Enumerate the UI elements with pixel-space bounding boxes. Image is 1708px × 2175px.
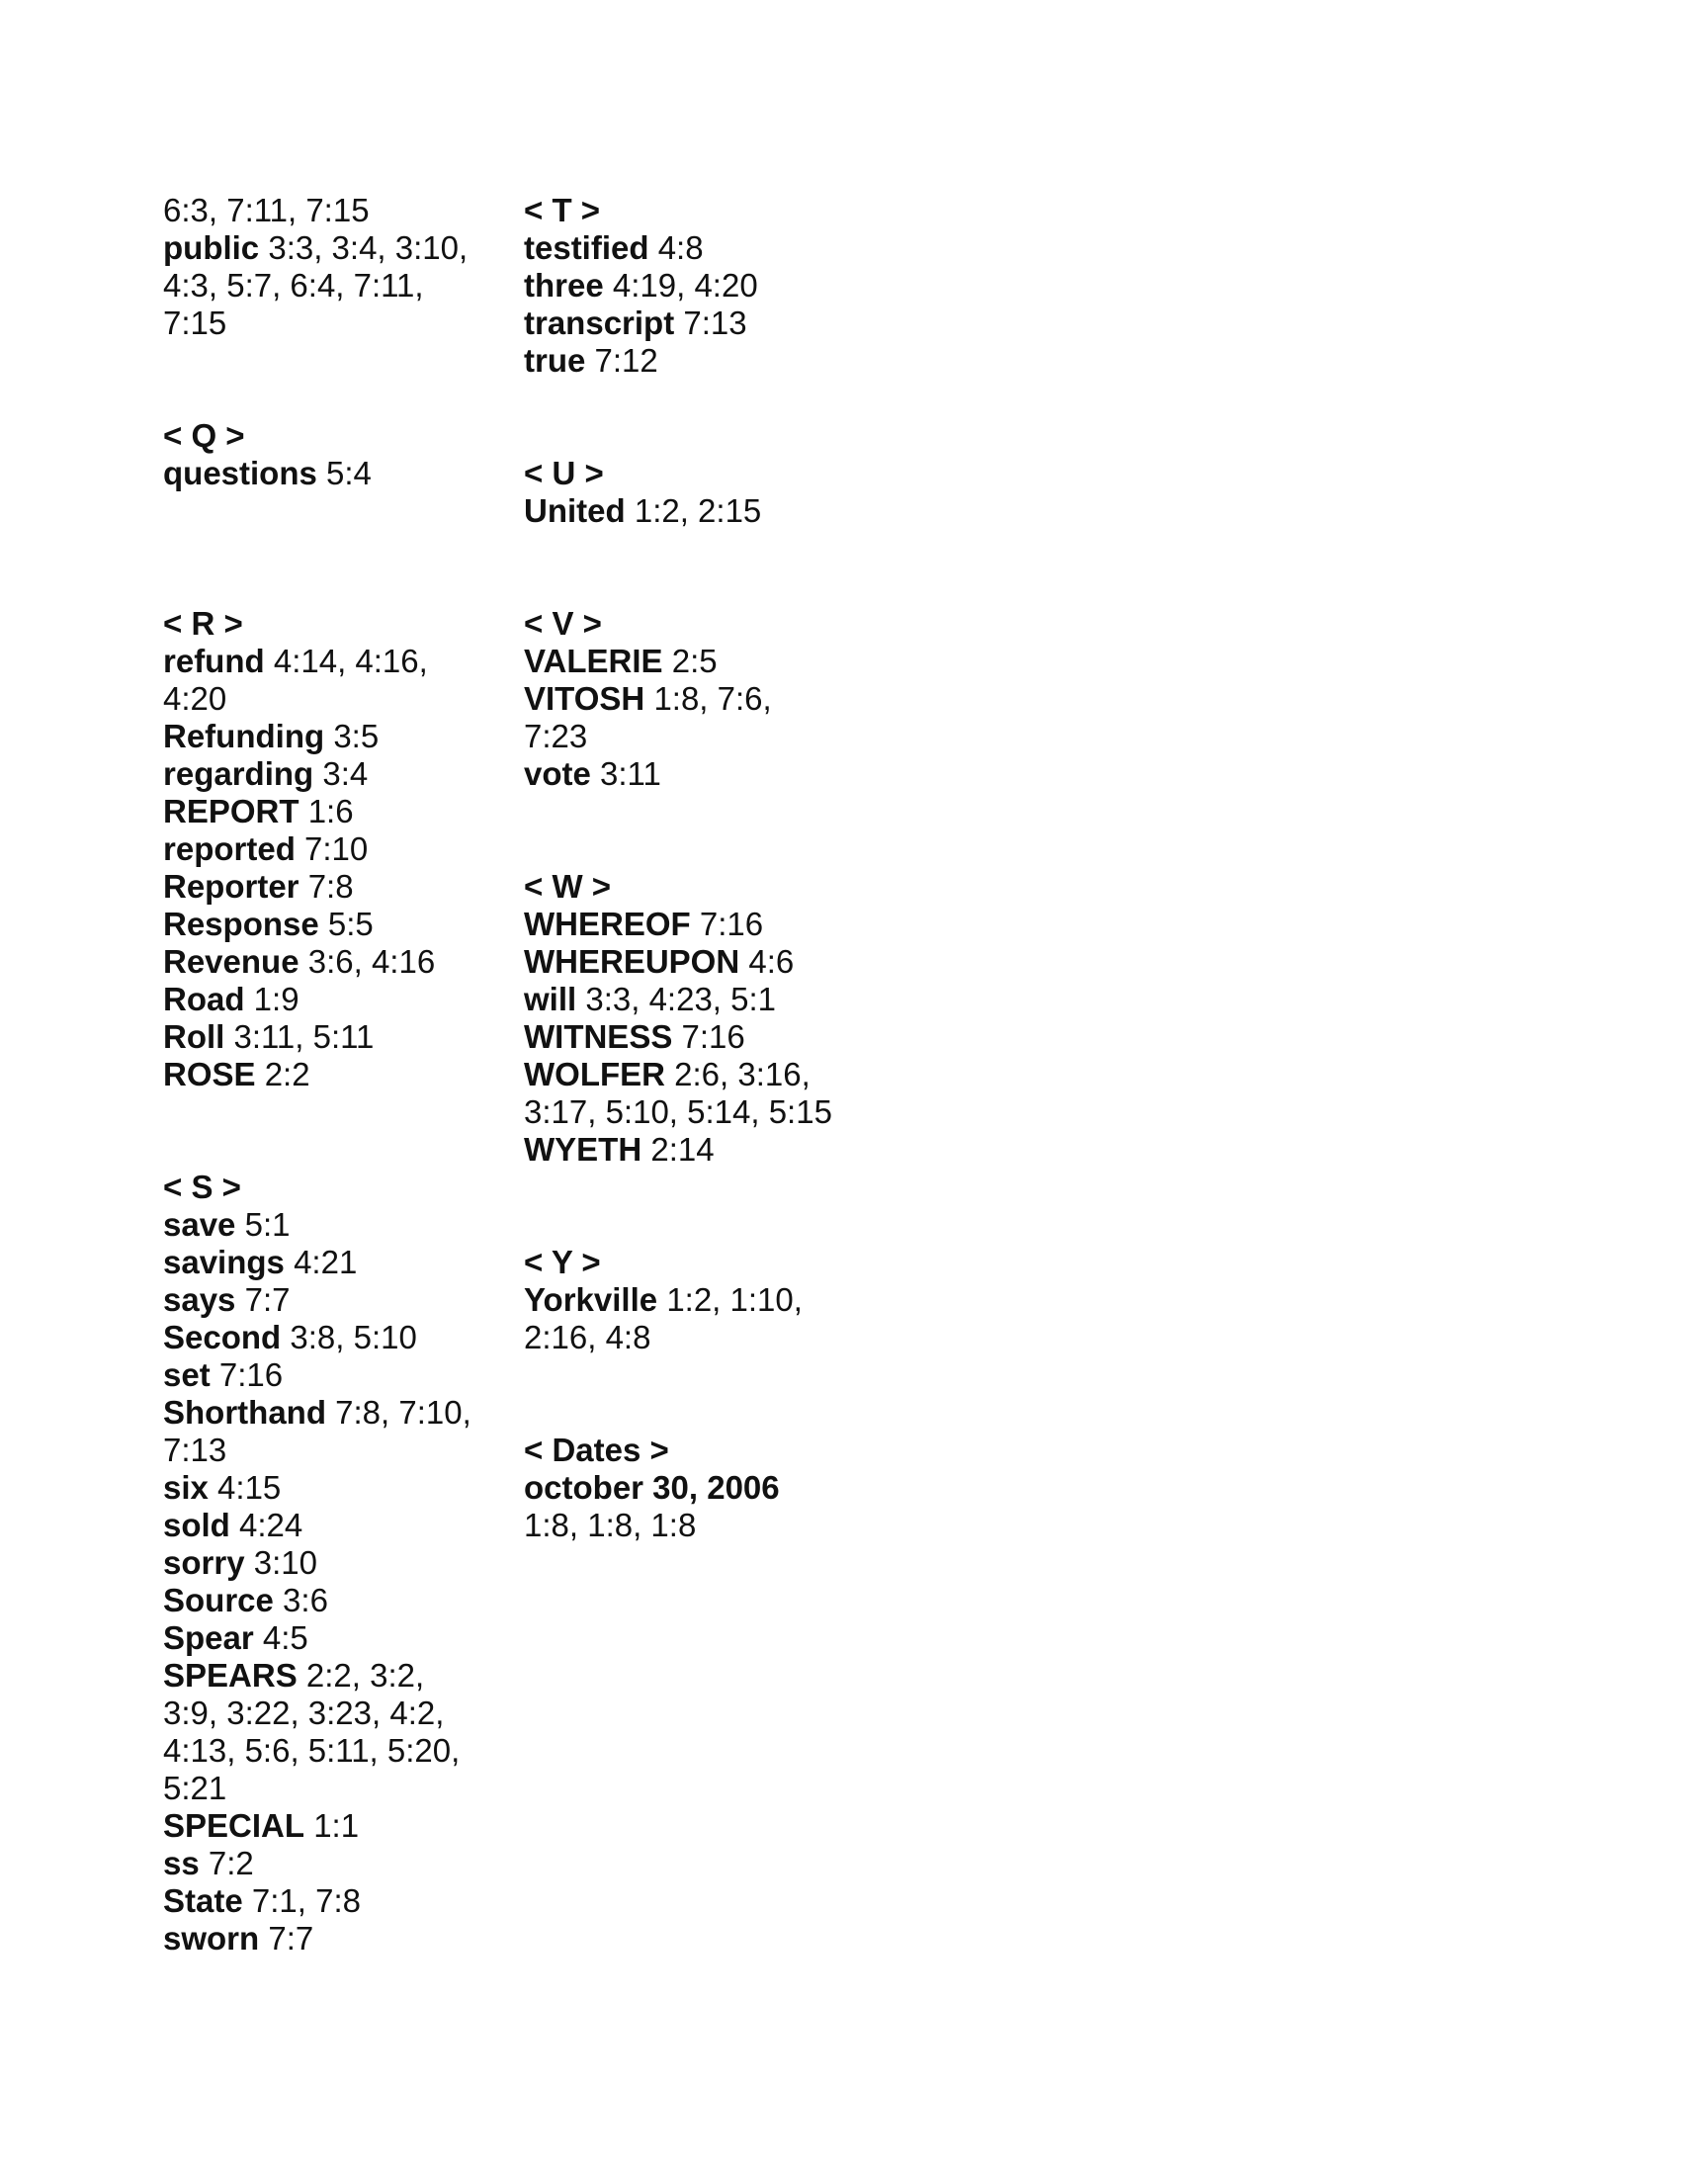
index-entry [524,1131,880,1169]
page-line-refs: 7:13 [163,1432,227,1468]
page-line-refs: 7:16 [699,906,764,942]
page-line-refs: 7:12 [594,342,658,379]
index-term: WHEREOF [524,906,691,942]
page-line-refs: 1:2, 1:10, [666,1281,803,1318]
page-line-refs: 4:8 [657,229,704,266]
index-term: WHEREUPON [524,943,740,980]
page-line-refs: 7:2 [208,1845,254,1881]
index-entry [163,718,499,755]
index-term: october 30, 2006 [524,1469,780,1506]
index-term: Yorkville [524,1281,658,1318]
spacer [163,380,499,417]
index-entry [163,981,499,1018]
index-term: set [163,1356,211,1393]
page-line-refs: 3:6 [283,1582,328,1618]
page-line-refs: 4:19, 4:20 [612,267,758,304]
letter-heading: < Dates > [524,1432,669,1468]
index-entry [163,1582,499,1619]
index-entry [163,1281,499,1319]
page-line-refs: 2:14 [650,1131,715,1168]
index-entry [163,1544,499,1582]
index-entry [163,643,499,680]
index-term: public [163,229,260,266]
index-term: Shorthand [163,1394,326,1431]
letter-heading: < Y > [524,1244,601,1280]
page-line-refs: 4:20 [163,680,227,717]
index-entry [163,1206,499,1244]
page-line-refs: 7:13 [683,304,747,341]
page-line-refs: 3:4 [322,755,369,792]
page-line-refs: 4:6 [748,943,795,980]
page-line-refs: 7:10 [304,830,369,867]
index-entry [524,643,880,680]
index-term: Spear [163,1619,254,1656]
spacer [524,793,880,830]
page-line-refs: 5:5 [327,906,374,942]
index-column-right [524,192,880,1544]
index-entry [524,1018,880,1056]
index-entry [524,755,880,793]
page-line-refs: 5:21 [163,1770,227,1806]
index-term: save [163,1206,236,1243]
index-term: REPORT [163,793,299,829]
index-term: six [163,1469,209,1506]
spacer [524,1356,880,1394]
spacer [163,567,499,605]
spacer [163,492,499,530]
page-line-refs: 6:3, 7:11, 7:15 [163,192,370,228]
spacer [524,417,880,455]
index-term: Revenue [163,943,299,980]
page-line-refs: 3:17, 5:10, 5:14, 5:15 [524,1093,832,1130]
page-line-refs: 1:6 [307,793,354,829]
page-line-refs: 7:8, 7:10, [335,1394,471,1431]
page-line-refs: 2:2 [264,1056,310,1092]
index-entry [163,1845,499,1882]
index-term: Source [163,1582,274,1618]
letter-heading: < Q > [163,417,245,454]
spacer [524,380,880,417]
page-line-refs: 3:11 [600,755,661,792]
page-line-refs: 7:15 [163,304,227,341]
index-term: ROSE [163,1056,256,1092]
index-term: savings [163,1244,285,1280]
index-entry [163,793,499,830]
index-entry [163,1056,499,1093]
page-line-refs: 2:16, 4:8 [524,1319,651,1355]
page-line-refs: 1:2, 2:15 [634,492,762,529]
letter-heading: < V > [524,605,602,642]
index-entry [163,229,499,267]
page-line-refs: 3:11, 5:11 [233,1018,375,1055]
index-term: questions [163,455,317,491]
spacer [524,530,880,567]
index-term: Reporter [163,868,299,905]
page-line-refs: 1:9 [253,981,299,1017]
index-term: will [524,981,577,1017]
page-line-refs: 4:24 [239,1507,303,1543]
index-term: true [524,342,586,379]
page-line-refs: 4:3, 5:7, 6:4, 7:11, [163,267,424,304]
page-line-refs: 3:6, 4:16 [307,943,436,980]
index-term: Roll [163,1018,225,1055]
index-entry [163,1018,499,1056]
spacer [524,1206,880,1244]
index-entry [163,455,499,492]
page-line-refs: 7:7 [244,1281,291,1318]
page-line-refs: 7:7 [268,1920,314,1957]
index-entry [163,1244,499,1281]
spacer [524,567,880,605]
index-term: WITNESS [524,1018,673,1055]
index-entry [163,830,499,868]
index-term: transcript [524,304,675,341]
page-line-refs: 5:1 [244,1206,291,1243]
index-entry [163,1882,499,1920]
spacer [524,1169,880,1206]
index-column-left [163,192,499,1958]
index-term: Road [163,981,245,1017]
spacer [163,1131,499,1169]
index-entry [163,1920,499,1958]
index-entry [163,1507,499,1544]
index-entry [524,906,880,943]
index-entry [163,943,499,981]
letter-heading: < S > [163,1169,241,1205]
index-term: sold [163,1507,230,1543]
spacer [524,830,880,868]
index-term: WOLFER [524,1056,665,1092]
page-line-refs: 3:3, 4:23, 5:1 [585,981,777,1017]
index-term: regarding [163,755,314,792]
index-term: SPEARS [163,1657,298,1694]
spacer [163,530,499,567]
index-entry [524,981,880,1018]
page-line-refs: 4:15 [217,1469,282,1506]
index-term: reported [163,830,296,867]
index-term: sworn [163,1920,260,1957]
index-entry [524,1281,880,1319]
page-line-refs: 3:10 [253,1544,317,1581]
index-entry [524,342,880,380]
page-line-refs: 3:9, 3:22, 3:23, 4:2, [163,1695,445,1731]
index-term: Refunding [163,718,325,754]
index-term: vote [524,755,591,792]
spacer [163,342,499,380]
index-entry [163,906,499,943]
spacer [524,1394,880,1432]
index-term: says [163,1281,236,1318]
page-line-refs: 4:13, 5:6, 5:11, 5:20, [163,1732,461,1769]
index-term: VITOSH [524,680,645,717]
index-term: ss [163,1845,200,1881]
index-term: WYETH [524,1131,642,1168]
index-entry [163,868,499,906]
index-entry [163,1657,499,1695]
page-line-refs: 2:2, 3:2, [305,1657,425,1694]
index-term: SPECIAL [163,1807,305,1844]
index-entry [163,1619,499,1657]
index-term: VALERIE [524,643,663,679]
index-entry [163,1319,499,1356]
page-line-refs: 4:5 [262,1619,308,1656]
page-line-refs: 5:4 [326,455,372,491]
index-entry [524,492,880,530]
index-entry [163,1807,499,1845]
page-line-refs: 3:3, 3:4, 3:10, [268,229,469,266]
page-line-refs: 1:1 [313,1807,360,1844]
index-entry [163,1356,499,1394]
page-line-refs: 7:16 [218,1356,284,1393]
index-entry [163,1469,499,1507]
letter-heading: < W > [524,868,612,905]
index-term: three [524,267,604,304]
index-term: United [524,492,626,529]
index-entry [524,1056,880,1093]
index-entry [163,755,499,793]
page-line-refs: 3:5 [333,718,380,754]
index-entry [524,229,880,267]
page-line-refs: 2:5 [671,643,718,679]
index-term: sorry [163,1544,245,1581]
index-term: refund [163,643,265,679]
index-entry [524,267,880,304]
page-line-refs: 1:8, 1:8, 1:8 [524,1507,697,1543]
index-entry [524,680,880,718]
page-line-refs: 1:8, 7:6, [653,680,772,717]
index-term: Response [163,906,319,942]
letter-heading: < T > [524,192,601,228]
spacer [163,1093,499,1131]
page-line-refs: 4:14, 4:16, [273,643,428,679]
index-entry [524,943,880,981]
index-term: testified [524,229,649,266]
index-term: State [163,1882,243,1919]
page-line-refs: 3:8, 5:10 [290,1319,417,1355]
page-line-refs: 7:1, 7:8 [251,1882,361,1919]
index-term: Second [163,1319,282,1355]
page-line-refs: 7:16 [681,1018,745,1055]
page-line-refs: 7:8 [307,868,354,905]
letter-heading: < U > [524,455,604,491]
letter-heading: < R > [163,605,243,642]
page-line-refs: 7:23 [524,718,588,754]
index-entry [524,1469,880,1507]
page-line-refs: 2:6, 3:16, [674,1056,811,1092]
page-line-refs: 4:21 [294,1244,358,1280]
index-entry [163,1394,499,1432]
index-entry [524,304,880,342]
